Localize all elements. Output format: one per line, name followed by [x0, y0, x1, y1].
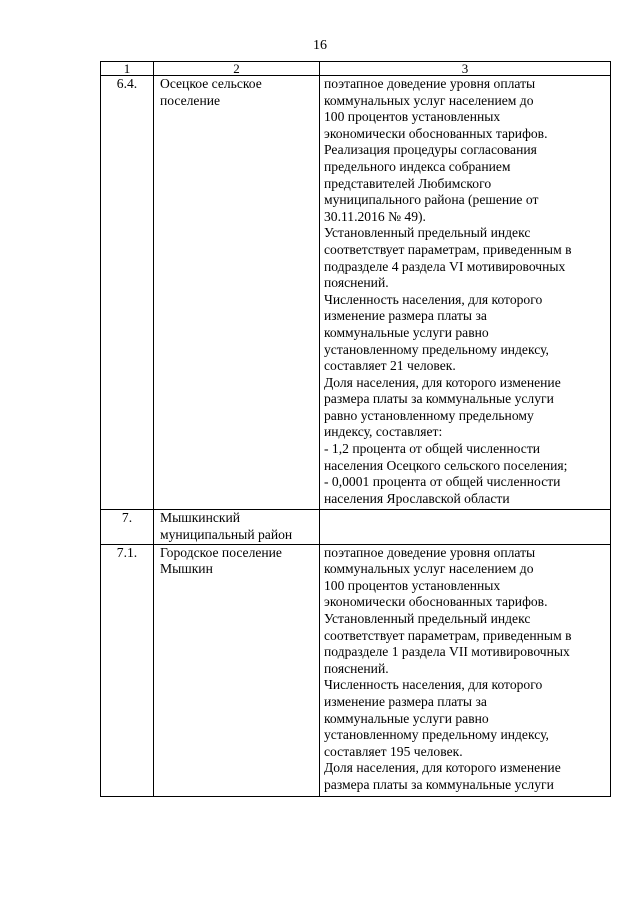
description-line: Установленный предельный индекс — [324, 611, 531, 626]
description-line: изменение размера платы за — [324, 308, 487, 324]
name-line: Мышкин — [160, 561, 213, 577]
name-line: Городское поселение — [160, 544, 282, 560]
description — [320, 510, 611, 544]
description-line: экономически обоснованных тарифов. — [324, 594, 548, 610]
description-line: составляет 195 человек. — [324, 743, 463, 759]
description — [320, 544, 611, 796]
row-number: 7. — [101, 510, 154, 544]
description-line: Установленный предельный индекс — [324, 225, 531, 241]
table-row — [101, 544, 611, 796]
description-line: 100 процентов установленных — [324, 109, 501, 125]
header-col-3: 3 — [320, 62, 611, 76]
description — [320, 76, 611, 510]
description-line: - 1,2 процента от общей численности — [324, 441, 541, 457]
row-number: 7.1. — [101, 544, 154, 796]
description-line: 100 процентов установленных — [324, 577, 501, 593]
description-line: коммунальных услуг населением до — [324, 561, 534, 577]
description-line: подразделе 1 раздела VII мотивировочных — [324, 644, 570, 660]
description-line: Реализация процедуры согласования — [324, 142, 537, 158]
municipality-name — [154, 76, 320, 510]
document-table — [100, 61, 611, 797]
description-line: индексу, составляет: — [324, 424, 443, 440]
description-line: соответствует параметрам, приведенным в — [324, 241, 572, 257]
description-line: 30.11.2016 № 49). — [324, 208, 426, 224]
description-line: установленному предельному индексу, — [324, 727, 549, 743]
description-line: муниципального района (решение от — [324, 192, 539, 208]
description-line: размера платы за коммунальные услуги — [324, 391, 554, 407]
description-line: Доля населения, для которого изменение — [324, 760, 561, 776]
description-line: населения Осецкого сельского поселения; — [324, 457, 568, 473]
description-line: Численность населения, для которого — [324, 677, 543, 693]
description-line: размера платы за коммунальные услуги — [324, 776, 554, 792]
description-line: установленному предельному индексу, — [324, 341, 549, 357]
municipality-name — [154, 510, 320, 544]
municipality-name — [154, 544, 320, 796]
description-line: поэтапное доведение уровня оплаты — [324, 76, 536, 91]
name-line: Мышкинский — [160, 510, 241, 526]
description-line: экономически обоснованных тарифов. — [324, 125, 548, 141]
name-line: поселение — [160, 92, 221, 108]
description-line: соответствует параметрам, приведенным в — [324, 627, 572, 643]
table-row — [101, 510, 611, 544]
description-line: представителей Любимского — [324, 175, 492, 191]
header-col-2: 2 — [154, 62, 320, 76]
description-line: коммунальные услуги равно — [324, 710, 489, 726]
description-line: предельного индекса собранием — [324, 158, 511, 174]
description-line: поэтапное доведение уровня оплаты — [324, 544, 536, 560]
description-line: Доля населения, для которого изменение — [324, 374, 561, 390]
name-line: Осецкое сельское — [160, 76, 262, 91]
description-line: Численность населения, для которого — [324, 291, 543, 307]
header-col-1: 1 — [101, 62, 154, 76]
description-line: коммунальные услуги равно — [324, 324, 489, 340]
description-line: составляет 21 человек. — [324, 358, 456, 374]
description-line: пояснений. — [324, 275, 389, 291]
description-line: изменение размера платы за — [324, 693, 487, 709]
description-line: населения Ярославской области — [324, 490, 510, 506]
description-line: равно установленному предельному — [324, 407, 534, 423]
name-line: муниципальный район — [160, 527, 293, 543]
table-header-row — [101, 62, 611, 76]
page-number: 16 — [313, 38, 327, 53]
row-number: 6.4. — [101, 76, 154, 510]
description-line: коммунальных услуг населением до — [324, 92, 534, 108]
description-line: пояснений. — [324, 660, 389, 676]
description-line: подразделе 4 раздела VI мотивировочных — [324, 258, 566, 274]
description-line: - 0,0001 процента от общей численности — [324, 474, 561, 490]
table-body — [101, 62, 611, 797]
table-row — [101, 76, 611, 510]
